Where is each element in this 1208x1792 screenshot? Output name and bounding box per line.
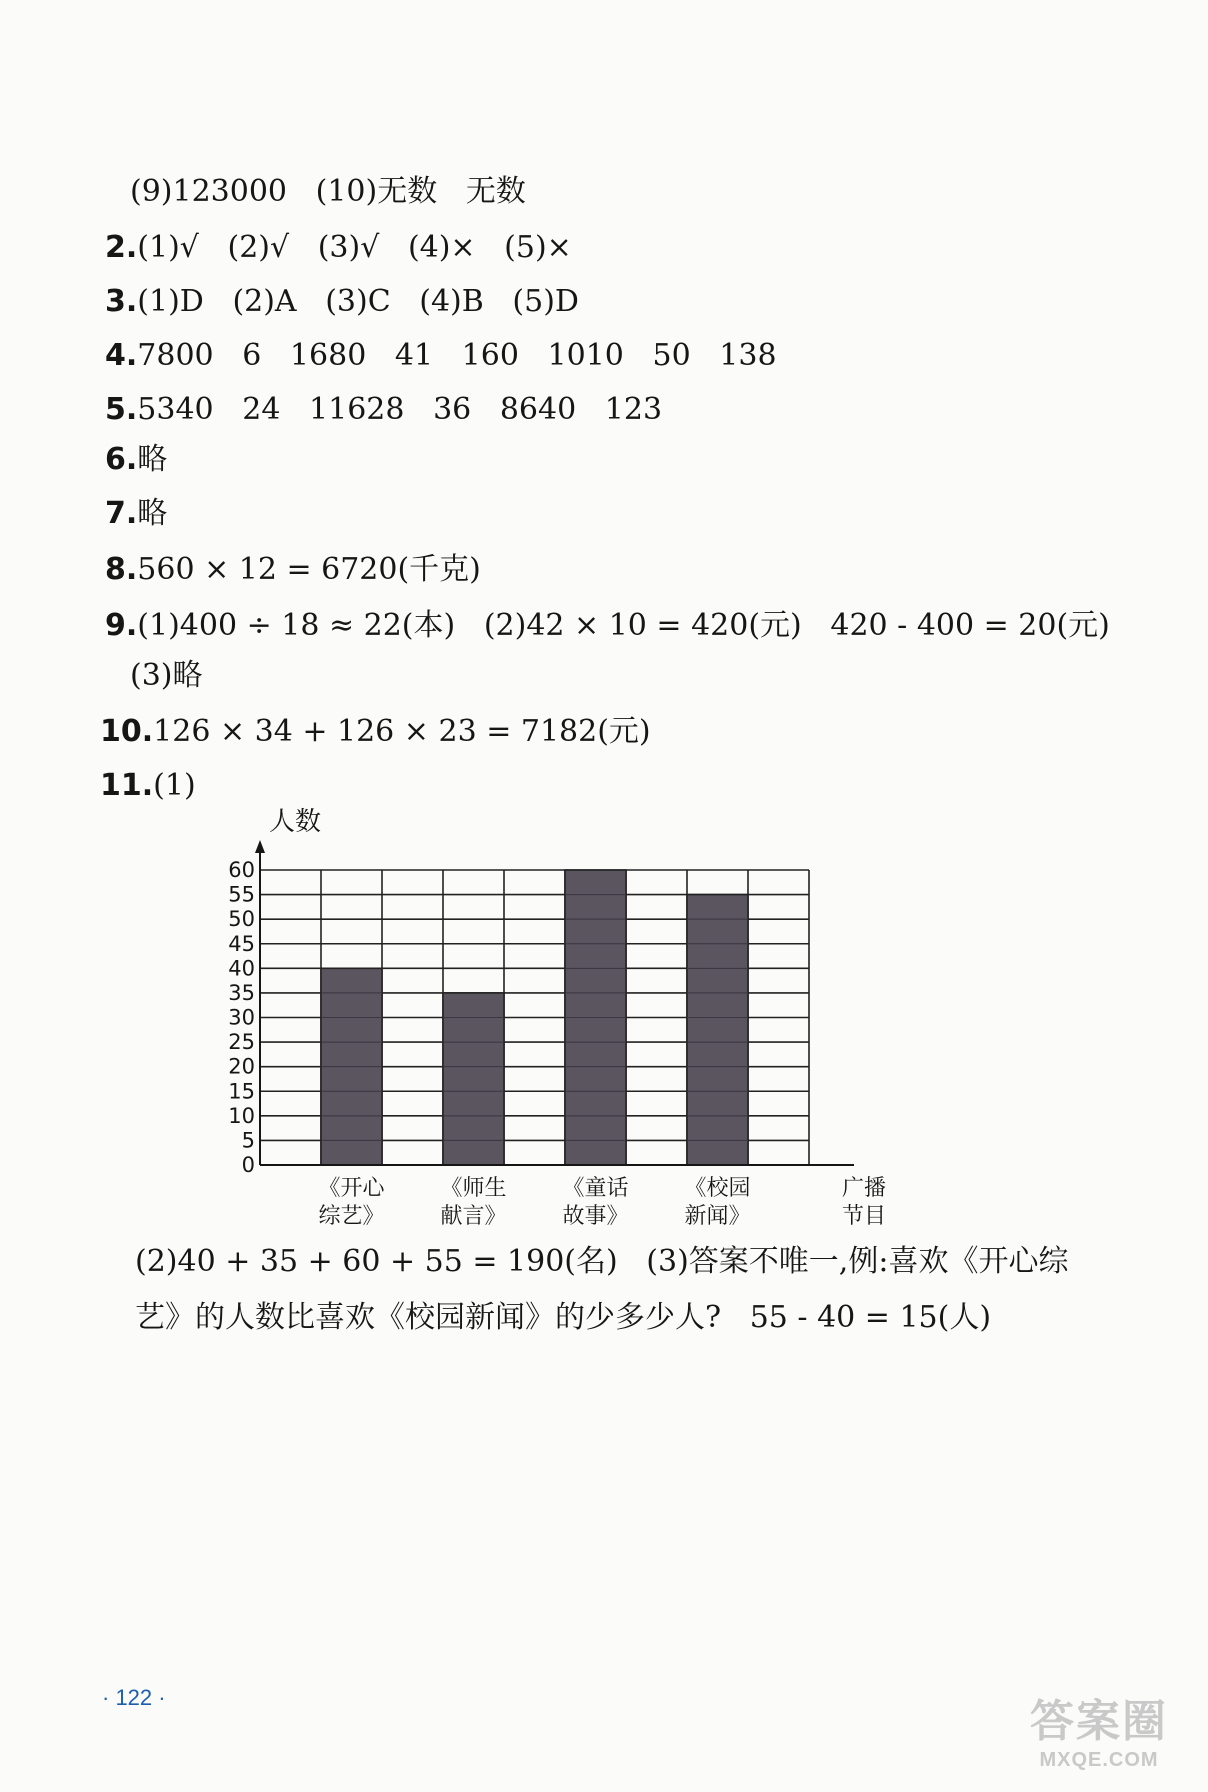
y-tick-label: 10 [228, 1103, 255, 1128]
answer-5: 5.5340 24 11628 36 8640 123 [105, 392, 663, 427]
y-tick-label: 40 [228, 956, 255, 981]
bar-chart [200, 807, 920, 1280]
x-axis-label: 广播 [841, 1176, 887, 1201]
answer-11-part3: 艺》的人数比喜欢《校园新闻》的少多少人? 55 - 40 = 15(人) [135, 1300, 992, 1335]
answer-number: 5. [105, 392, 138, 427]
answer-number: 4. [105, 338, 138, 373]
answer-number: 8. [105, 552, 138, 587]
answer-2: 2.(1)√ (2)√ (3)√ (4)× (5)× [105, 230, 572, 265]
answer-6: 6.略 [105, 442, 168, 477]
answer-number: 6. [105, 442, 138, 477]
watermark-logo: 答案圈 [1030, 1697, 1168, 1746]
y-tick-label: 15 [228, 1079, 255, 1104]
answer-4: 4.7800 6 1680 41 160 1010 50 138 [105, 338, 777, 373]
answer-9: 9.(1)400 ÷ 18 ≈ 22(本) (2)42 × 10 = 420(元) 420 - 400 = 20(元) [105, 608, 1110, 643]
answer-number: 9. [105, 608, 138, 643]
bar [687, 895, 748, 1165]
category-label: 新闻》 [684, 1204, 751, 1229]
y-tick-label: 30 [228, 1005, 255, 1030]
y-tick-label: 20 [228, 1054, 255, 1079]
y-tick-label: 60 [228, 858, 255, 882]
page-number: · 122 · [102, 1685, 166, 1710]
x-axis-label: 节目 [841, 1204, 887, 1229]
watermark-url: MXQE.COM [1039, 1749, 1159, 1771]
y-tick-label: 0 [241, 1153, 255, 1177]
y-tick-label: 50 [228, 907, 255, 932]
answer-number: 3. [105, 284, 138, 319]
bar [443, 993, 504, 1165]
category-label: 故事》 [562, 1204, 629, 1229]
answer-10: 10.126 × 34 + 126 × 23 = 7182(元) [100, 714, 651, 749]
y-axis-arrow [255, 840, 265, 853]
watermark [1024, 1685, 1174, 1772]
y-tick-label: 35 [228, 980, 255, 1005]
category-label: 《开心 [318, 1176, 385, 1201]
answer-number: 7. [105, 496, 138, 531]
answer-8: 8.560 × 12 = 6720(千克) [105, 552, 481, 587]
answer-number: 10. [100, 714, 154, 749]
category-label: 《童话 [562, 1176, 629, 1201]
category-label: 《师生 [440, 1176, 507, 1201]
answer-11: 11.(1) [100, 768, 196, 803]
category-label: 综艺》 [318, 1204, 385, 1229]
y-tick-label: 25 [228, 1030, 255, 1055]
answer-7: 7.略 [105, 496, 168, 531]
answer-number: 2. [105, 230, 138, 265]
y-tick-label: 5 [241, 1128, 255, 1153]
y-axis-label: 人数 [268, 807, 322, 837]
y-tick-label: 55 [228, 882, 255, 907]
answer-3: 3.(1)D (2)A (3)C (4)B (5)D [105, 284, 579, 319]
answer-number: 11. [100, 768, 154, 803]
answer-9-part3: (3)略 [130, 658, 203, 693]
y-tick-label: 45 [228, 931, 255, 956]
category-label: 献言》 [440, 1204, 507, 1229]
category-label: 《校园 [684, 1176, 751, 1201]
line-9-10: (9)123000 (10)无数 无数 [130, 174, 526, 209]
answer-11-part2: (2)40 + 35 + 60 + 55 = 190(名) (3)答案不唯一,例:喜欢《开心综 [135, 1244, 1069, 1279]
